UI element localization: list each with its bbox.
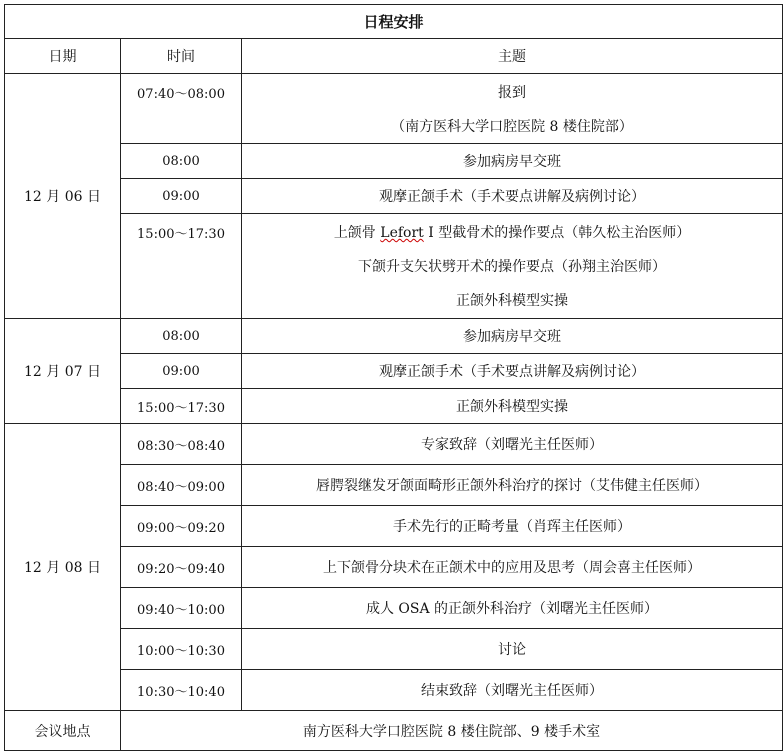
- topic-line: 参加病房早交班: [463, 329, 562, 345]
- topic-line: 结束致辞（刘曙光主任医师）: [421, 683, 604, 699]
- topic-line: 报到: [498, 84, 527, 101]
- session-topic: [242, 629, 783, 670]
- session-topic: [242, 354, 783, 389]
- schedule-title: 日程安排: [5, 5, 783, 39]
- session-topic: [242, 319, 783, 354]
- session-time: 07:40～08:00: [121, 74, 242, 144]
- schedule-row: [5, 354, 783, 389]
- schedule-row: [5, 179, 783, 214]
- session-time: 08:30～08:40: [121, 424, 242, 465]
- session-topic: [242, 74, 783, 144]
- topic-line: 正颌外科模型实操: [456, 293, 569, 309]
- schedule-row: [5, 144, 783, 179]
- header-time: 时间: [121, 39, 242, 74]
- schedule-row: [5, 506, 783, 547]
- header-date: 日期: [5, 39, 121, 74]
- topic-line: 观摩正颌手术（手术要点讲解及病例讨论）: [379, 364, 646, 380]
- topic-line: 讨论: [498, 642, 527, 658]
- topic-line: 上颌骨 Lefort I 型截骨术的操作要点（韩久松主治医师）: [333, 225, 691, 241]
- session-time: 08:00: [121, 319, 242, 354]
- topic-line: 观摩正颌手术（手术要点讲解及病例讨论）: [379, 189, 646, 205]
- venue-label: 会议地点: [5, 711, 121, 751]
- schedule-row: [5, 214, 783, 319]
- schedule-row: [5, 670, 783, 711]
- session-time: 09:00: [121, 179, 242, 214]
- session-time: 15:00～17:30: [121, 389, 242, 424]
- schedule-row: [5, 588, 783, 629]
- session-topic: [242, 506, 783, 547]
- session-topic: [242, 179, 783, 214]
- session-time: 09:40～10:00: [121, 588, 242, 629]
- topic-line: 正颌外科模型实操: [456, 399, 569, 415]
- day-date: 12 月 06 日: [5, 74, 121, 319]
- session-topic: [242, 670, 783, 711]
- session-time: 09:00: [121, 354, 242, 389]
- topic-line: 手术先行的正畸考量（肖珲主任医师）: [393, 519, 632, 535]
- session-time: 08:00: [121, 144, 242, 179]
- day-date: 12 月 07 日: [5, 319, 121, 424]
- session-time: 08:40～09:00: [121, 465, 242, 506]
- schedule-table: [4, 4, 783, 751]
- topic-line: 成人 OSA 的正颌外科治疗（刘曙光主任医师）: [365, 601, 659, 617]
- session-topic: [242, 389, 783, 424]
- schedule-row: [5, 319, 783, 354]
- schedule-row: [5, 547, 783, 588]
- session-time: 09:20～09:40: [121, 547, 242, 588]
- schedule-row: [5, 389, 783, 424]
- schedule-row: [5, 424, 783, 465]
- topic-line: 唇腭裂继发牙颌面畸形正颌外科治疗的探讨（艾伟健主任医师）: [316, 478, 709, 494]
- topic-line: 参加病房早交班: [463, 154, 562, 170]
- session-topic: [242, 214, 783, 319]
- venue-value: 南方医科大学口腔医院 8 楼住院部、9 楼手术室: [121, 711, 783, 751]
- session-topic: [242, 424, 783, 465]
- topic-line: 专家致辞（刘曙光主任医师）: [421, 437, 604, 453]
- topic-line: 上下颌骨分块术在正颌术中的应用及思考（周会喜主任医师）: [323, 560, 702, 576]
- session-topic: [242, 547, 783, 588]
- session-topic: [242, 144, 783, 179]
- venue-row: [5, 711, 783, 751]
- topic-line: 下颌升支矢状劈开术的操作要点（孙翔主治医师）: [358, 259, 667, 275]
- session-time: 15:00～17:30: [121, 214, 242, 319]
- session-time: 09:00～09:20: [121, 506, 242, 547]
- session-topic: [242, 588, 783, 629]
- schedule-row: [5, 74, 783, 144]
- schedule-row: [5, 629, 783, 670]
- header-topic: 主题: [242, 39, 783, 74]
- schedule-row: [5, 465, 783, 506]
- day-date: 12 月 08 日: [5, 424, 121, 711]
- session-topic: [242, 465, 783, 506]
- topic-line: （南方医科大学口腔医院 8 楼住院部）: [391, 118, 633, 135]
- session-time: 10:30～10:40: [121, 670, 242, 711]
- session-time: 10:00～10:30: [121, 629, 242, 670]
